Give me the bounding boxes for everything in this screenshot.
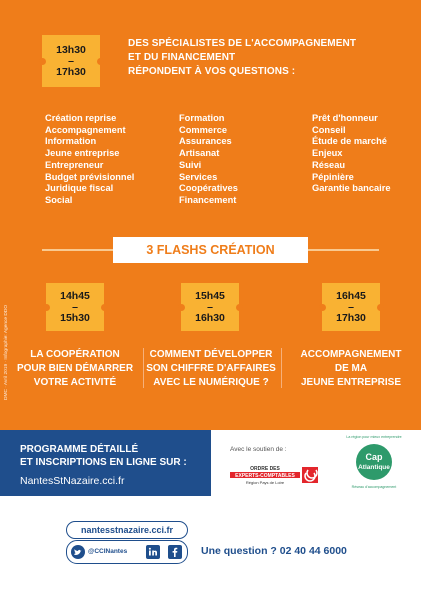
- topics-column-3: [312, 113, 391, 195]
- social-bar: [66, 540, 188, 564]
- program-link[interactable]: NantesStNazaire.cci.fr: [20, 475, 125, 487]
- headline-line: RÉPONDENT À VOS QUESTIONS :: [128, 66, 296, 77]
- headline: [128, 37, 356, 79]
- topics-column-2: [179, 113, 238, 207]
- topic-item: Suivi: [179, 159, 202, 170]
- flash-title-1: [10, 348, 140, 390]
- flash-time-box-2: [181, 283, 239, 331]
- cap-atlantique-logo: [340, 432, 408, 494]
- headline-line: DES SPÉCIALISTES DE L'ACCOMPAGNEMENT: [128, 38, 357, 49]
- time-box-main: [42, 35, 100, 87]
- flash-dash: –: [348, 300, 354, 313]
- flashs-banner: 3 FLASHS CRÉATION: [113, 237, 308, 263]
- time-end: 17h30: [56, 65, 86, 78]
- cap-name-1: Cap: [365, 452, 383, 462]
- banner-line-right: [308, 249, 379, 251]
- banner-line-left: [42, 249, 113, 251]
- flash-title-line: ACCOMPAGNEMENT: [300, 349, 402, 360]
- topic-item: Juridique fiscal: [45, 183, 114, 194]
- flash-start: 14h45: [60, 289, 90, 302]
- topic-item: Garantie bancaire: [312, 183, 391, 194]
- flash-start: 15h45: [195, 289, 225, 302]
- topic-item: Formation: [179, 113, 225, 123]
- topic-item: Financement: [179, 194, 237, 205]
- topic-item: Coopératives: [179, 183, 238, 194]
- flash-dash: –: [72, 300, 78, 313]
- time-start: 13h30: [56, 43, 86, 56]
- print-credit: DMC · Avril 2019 · Infographie: Agence DDO: [4, 304, 9, 400]
- time-dash: –: [68, 54, 74, 67]
- linkedin-icon[interactable]: [146, 545, 160, 559]
- topic-item: Pépinière: [312, 171, 354, 182]
- oec-line-1: ORDRE DES: [250, 466, 280, 472]
- flash-title-line: COMMENT DÉVELOPPER: [149, 349, 273, 360]
- flash-title-line: JEUNE ENTREPRISE: [300, 377, 402, 388]
- headline-line: ET DU FINANCEMENT: [128, 52, 236, 63]
- facebook-icon[interactable]: [168, 545, 182, 559]
- topic-item: Accompagnement: [45, 124, 126, 135]
- cap-bottom: Réseau d'accompagnement: [351, 485, 397, 489]
- flash-title-3: [284, 348, 418, 390]
- oec-logo: [230, 463, 320, 485]
- topic-item: Étude de marché: [312, 136, 387, 147]
- topic-item: Social: [45, 194, 73, 205]
- flash-title-2: [144, 348, 278, 390]
- twitter-icon[interactable]: [71, 545, 85, 559]
- contact-question: Une question ? 02 40 44 6000: [201, 545, 347, 557]
- flash-title-line: AVEC LE NUMÉRIQUE ?: [153, 377, 269, 388]
- support-label: Avec le soutien de :: [230, 446, 287, 453]
- flash-dash: –: [207, 300, 213, 313]
- topic-item: Conseil: [312, 124, 346, 135]
- topic-item: Commerce: [179, 124, 228, 135]
- flash-end: 16h30: [195, 311, 225, 324]
- topic-item: Jeune entreprise: [45, 148, 120, 159]
- topic-item: Entrepreneur: [45, 159, 104, 170]
- topic-item: Création reprise: [45, 113, 117, 123]
- topic-item: Budget prévisionnel: [45, 171, 135, 182]
- flash-title-line: LA COOPÉRATION: [30, 349, 120, 360]
- oec-line-3: Région Pays de Loire: [245, 480, 285, 485]
- flash-title-line: VOTRE ACTIVITÉ: [33, 377, 117, 388]
- flash-title-line: DE MA: [334, 363, 368, 374]
- cap-name-2: Atlantique: [358, 464, 390, 471]
- website-link[interactable]: nantesstnazaire.cci.fr: [66, 521, 188, 539]
- topic-item: Enjeux: [312, 148, 343, 159]
- topic-item: Artisanat: [179, 148, 220, 159]
- flash-time-box-1: [46, 283, 104, 331]
- flash-divider: [281, 348, 282, 388]
- topic-item: Services: [179, 171, 218, 182]
- flash-end: 15h30: [60, 311, 90, 324]
- topic-item: Réseau: [312, 159, 346, 170]
- cap-tagline: La région pour mieux entreprendre: [346, 435, 402, 439]
- topics-column-1: [45, 113, 134, 207]
- program-title: [20, 443, 187, 469]
- flash-end: 17h30: [336, 311, 366, 324]
- flash-time-box-3: [322, 283, 380, 331]
- program-title-line: ET INSCRIPTIONS EN LIGNE SUR :: [20, 457, 187, 468]
- twitter-handle[interactable]: @CCINantes: [88, 548, 128, 555]
- topic-item: Assurances: [179, 136, 232, 147]
- topic-item: Prêt d'honneur: [312, 113, 378, 123]
- flash-title-line: POUR BIEN DÉMARRER: [16, 363, 134, 374]
- program-title-line: PROGRAMME DÉTAILLÉ: [20, 444, 139, 455]
- flash-title-line: SON CHIFFRE D'AFFAIRES: [146, 363, 276, 374]
- oec-line-2: EXPERTS-COMPTABLES: [235, 473, 295, 479]
- flash-start: 16h45: [336, 289, 366, 302]
- topic-item: Information: [45, 136, 97, 147]
